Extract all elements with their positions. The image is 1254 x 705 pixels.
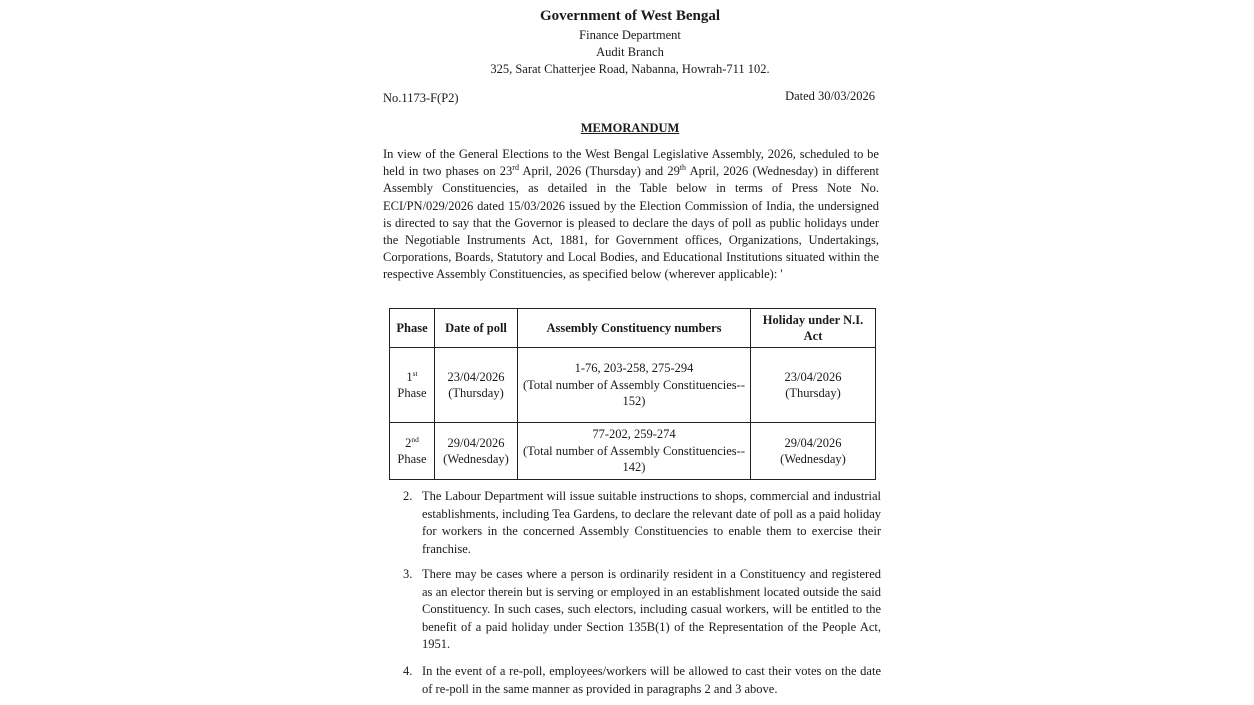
ac-numbers-cell <box>518 348 751 423</box>
phase-cell <box>390 423 435 480</box>
holiday-date: 23/04/2026 <box>784 369 842 384</box>
ac-number-ranges: 77-202, 259-274 <box>592 427 676 442</box>
poll-day: (Thursday) <box>448 386 504 400</box>
ac-total: (Total number of Assembly Constituencies-- 152) <box>522 377 745 409</box>
office-address: 325, Sarat Chatterjee Road, Nabanna, Howrah-711 102. <box>490 62 770 76</box>
item-number: 3. <box>403 567 413 581</box>
government-heading: Government of West Bengal <box>539 8 721 24</box>
phase-word: Phase <box>397 452 427 466</box>
holiday-day: (Wednesday) <box>780 452 846 466</box>
phase-ordinal: st <box>412 368 418 378</box>
item-text: In the event of a re-poll, employees/workers will be allowed to cast their votes on the date of re-poll in the same manner as provided in paragraphs 2 and 3 above. <box>422 664 881 696</box>
paragraph-item-4 <box>403 663 881 698</box>
reference-number: No.1173-F(P2) <box>383 91 459 105</box>
item-number: 4. <box>403 664 413 678</box>
department-name: Finance Department <box>579 28 681 42</box>
ac-numbers-cell <box>518 423 751 480</box>
phase-cell <box>390 348 435 423</box>
phase-ordinal: nd <box>411 434 419 444</box>
intro-text-part-2: April, 2026 (Thursday) and 29 <box>518 164 680 179</box>
table-row <box>390 423 876 480</box>
item-text: There may be cases where a person is ordinarily resident in a Constituency and registered as an elector therein but is serving or employed in an establishment located outside the said Constituency. In such cases, such electors, including casual workers, will be entitled to the benefit of a paid holiday under Section 135B(1) of the Representation of the People Act, 1951. <box>422 567 881 651</box>
table-row <box>390 348 876 423</box>
holiday-cell <box>751 423 876 480</box>
item-number: 2. <box>403 489 413 503</box>
header-date-of-poll: Date of poll <box>435 309 518 348</box>
poll-date: 23/04/2026 <box>447 369 505 384</box>
phase-word: Phase <box>397 386 427 400</box>
item-text: The Labour Department will issue suitable instructions to shops, commercial and industrial establishments, including Tea Gardens, to declare the relevant date of poll as a paid holiday for workers in the concerned Assembly Constituencies to enable them to exercise their franchise. <box>422 489 881 556</box>
table-header-row <box>390 309 876 348</box>
phase-number: 2 <box>405 435 412 450</box>
poll-date-cell <box>435 423 518 480</box>
phase-number: 1 <box>406 369 413 384</box>
branch-name: Audit Branch <box>596 45 664 59</box>
memo-date: Dated 30/03/2026 <box>785 89 875 103</box>
holiday-date: 29/04/2026 <box>784 435 842 450</box>
poll-date: 29/04/2026 <box>447 435 505 450</box>
poll-holiday-table <box>389 308 876 480</box>
ac-number-ranges: 1-76, 203-258, 275-294 <box>574 361 694 376</box>
poll-day: (Wednesday) <box>443 452 509 466</box>
intro-text-part-1: In view of the General Elections to the West Bengal Legislative Assembly, 2026, scheduled to be held in two phases on 23 <box>383 147 879 179</box>
ordinal-suffix: th <box>679 163 687 173</box>
ordinal-suffix: rd <box>512 163 519 173</box>
ac-total: (Total number of Assembly Constituencies-- 142) <box>522 443 745 475</box>
header-holiday-under-ni-act: Holiday under N.I. Act <box>751 309 876 348</box>
holiday-cell <box>751 348 876 423</box>
poll-date-cell <box>435 348 518 423</box>
intro-text-part-3: April, 2026 (Wednesday) in different Assembly Constituencies, as detailed in the Table below in terms of Press Note No. ECI/PN/029/2026 dated 15/03/2026 issued by the Election Commission of India, the undersigned is directed to say that the Governor is pleased to declare the days of poll as public holidays under the Negotiable Instruments Act, 1881, for Government offices, Organizations, Undertakings, Corporations, Boards, Statutory and Local Bodies, and Educational Institutions situated within the respective Assembly Constituencies, as specified below (wherever applicable): ' <box>383 164 879 282</box>
memorandum-title: MEMORANDUM <box>580 121 680 135</box>
paragraph-item-2 <box>403 488 881 558</box>
paragraph-item-3 <box>403 566 881 654</box>
header-assembly-constituency-numbers: Assembly Constituency numbers <box>518 309 751 348</box>
holiday-day: (Thursday) <box>785 386 841 400</box>
intro-paragraph <box>383 146 879 284</box>
header-phase: Phase <box>390 309 435 348</box>
